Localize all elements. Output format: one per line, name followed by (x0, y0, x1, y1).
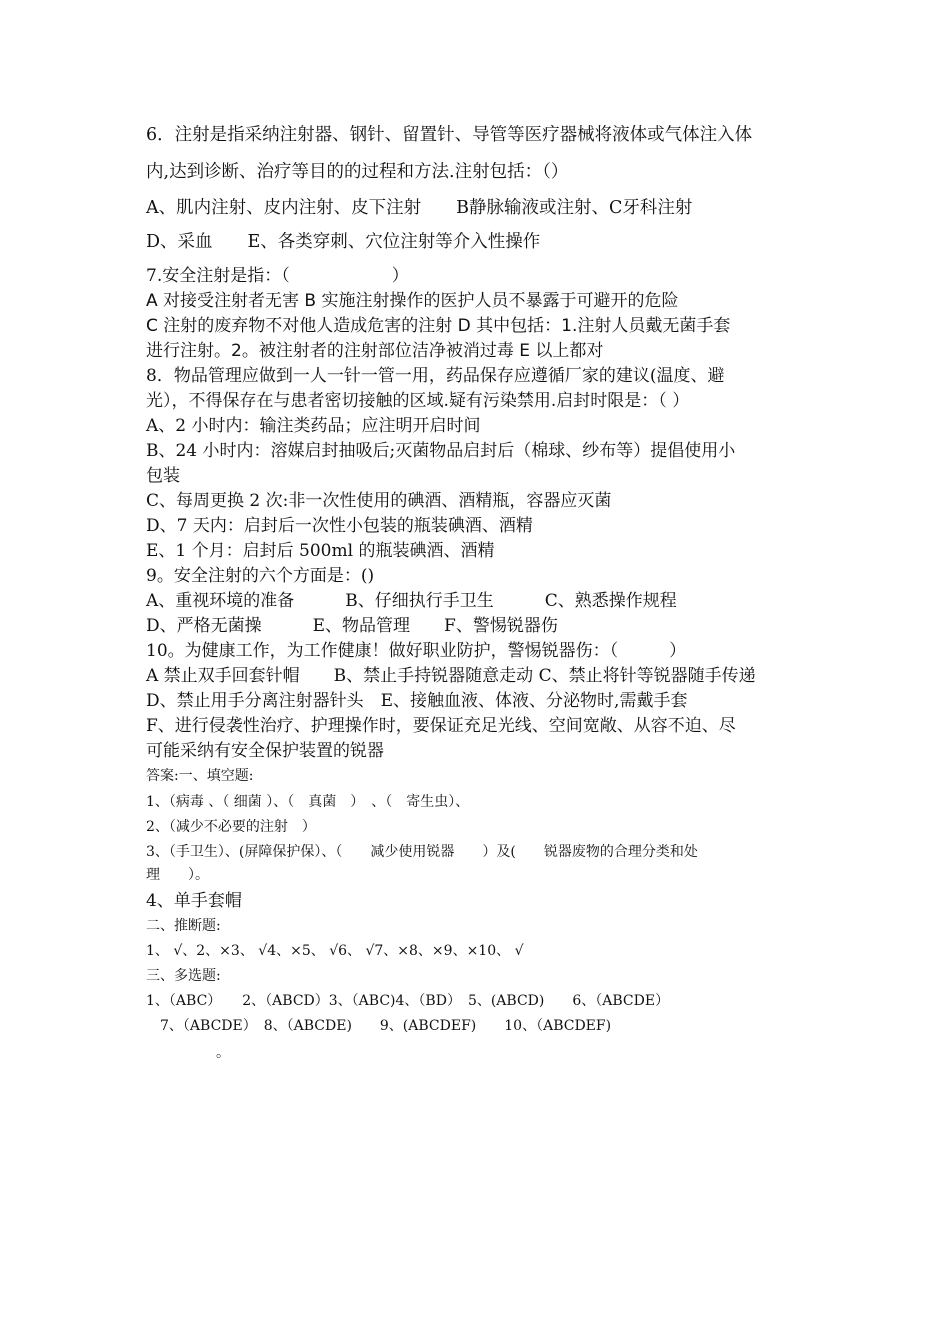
judge-answers: 1、 √、2、×3、 √4、×5、 √6、 √7、×8、×9、×10、 √ (146, 943, 524, 959)
q6-options-line-1: A、肌内注射、皮内注射、皮下注射 B静脉输液或注射、C牙科注射 (146, 198, 693, 218)
q10-options-line-4: 可能采纳有安全保护装置的锐器 (146, 741, 384, 761)
multi-answers-line-2: 7、（ABCDE） 8、（ABCDE) 9、(ABCDEF) 10、（ABCDEF) (146, 1018, 612, 1034)
q7-line-2: C 注射的废弃物不对他人造成危害的注射 D 其中包括：1.注射人员戴无菌手套 (146, 316, 731, 336)
q8-option-e: E、1 个月：启封后 500ml 的瓶装碘酒、酒精 (146, 541, 495, 561)
q6-stem-line-2: 内,达到诊断、治疗等目的的过程和方法.注射包括：（） (146, 162, 569, 182)
q9-options-line-1: A、重视环境的准备 B、仔细执行手卫生 C、熟悉操作规程 (146, 591, 677, 611)
q8-option-a: A、2 小时内：输注类药品；应注明开启时间 (146, 416, 481, 436)
answers-heading: 答案:一、填空题: (146, 768, 254, 784)
answer-fill-3-line-2: 理 ）。 (146, 867, 209, 883)
multi-answers-line-1: 1、（ABC） 2、（ABCD）3、（ABC)4、（BD） 5、(ABCD) 6、（ABCDE） (146, 993, 670, 1009)
answer-fill-1: 1、（病毒 、（ 细菌 ）、（ 真菌 ） 、（ 寄生虫）、 (146, 794, 470, 810)
q7-stem: 7.安全注射是指：（ ） (146, 266, 409, 286)
q8-option-d: D、7 天内：启封后一次性小包装的瓶装碘酒、酒精 (146, 516, 533, 536)
q10-stem: 10。为健康工作，为工作健康！做好职业防护，警惕锐器伤：（ ） (146, 641, 687, 661)
q10-options-line-3: F、进行侵袭性治疗、护理操作时，要保证充足光线、空间宽敞、从容不迫、尽 (146, 716, 736, 736)
q7-line-1: A 对接受注射者无害 B 实施注射操作的医护人员不暴露于可避开的危险 (146, 291, 679, 311)
answer-fill-2: 2、（减少不必要的注射 ） (146, 819, 316, 835)
multi-heading: 三、多选题: (146, 968, 221, 984)
answer-fill-4: 4、单手套帽 (146, 891, 242, 911)
q8-option-b-line-1: B、24 小时内：溶媒启封抽吸后;灭菌物品启封后（棉球、纱布等）提倡使用小 (146, 441, 736, 461)
q10-options-line-1: A 禁止双手回套针帽 B、禁止手持锐器随意走动 C、禁止将针等锐器随手传递 (146, 666, 756, 686)
q9-stem: 9。安全注射的六个方面是：() (146, 566, 375, 586)
q7-line-3: 进行注射。2。被注射者的注射部位洁净被消过毒 E 以上都对 (146, 341, 604, 361)
q6-options-line-2: D、采血 E、各类穿刺、穴位注射等介入性操作 (146, 232, 541, 252)
answer-fill-3-line-1: 3、（手卫生）、(屏障保护保）、（ 减少使用锐器 ）及( 锐器废物的合理分类和处 (146, 844, 698, 860)
q8-stem-line-2: 光），不得保存在与患者密切接触的区域.疑有污染禁用.启封时限是：（ ） (146, 391, 690, 411)
q9-options-line-2: D、严格无菌操 E、物品管理 F、警惕锐器伤 (146, 616, 558, 636)
q8-option-b-line-2: 包装 (146, 466, 180, 486)
tail-mark: 。 (146, 1045, 230, 1061)
q6-stem-line-1: 6．注射是指采纳注射器、钢针、留置针、导管等医疗器械将液体或气体注入体 (146, 125, 753, 145)
q8-stem-line-1: 8．物品管理应做到一人一针一管一用，药品保存应遵循厂家的建议(温度、避 (146, 366, 725, 386)
q10-options-line-2: D、禁止用手分离注射器针头 E、接触血液、体液、分泌物时,需戴手套 (146, 691, 688, 711)
q8-option-c: C、每周更换 2 次:非一次性使用的碘酒、酒精瓶，容器应灭菌 (146, 491, 612, 511)
judge-heading: 二、推断题: (146, 918, 221, 934)
